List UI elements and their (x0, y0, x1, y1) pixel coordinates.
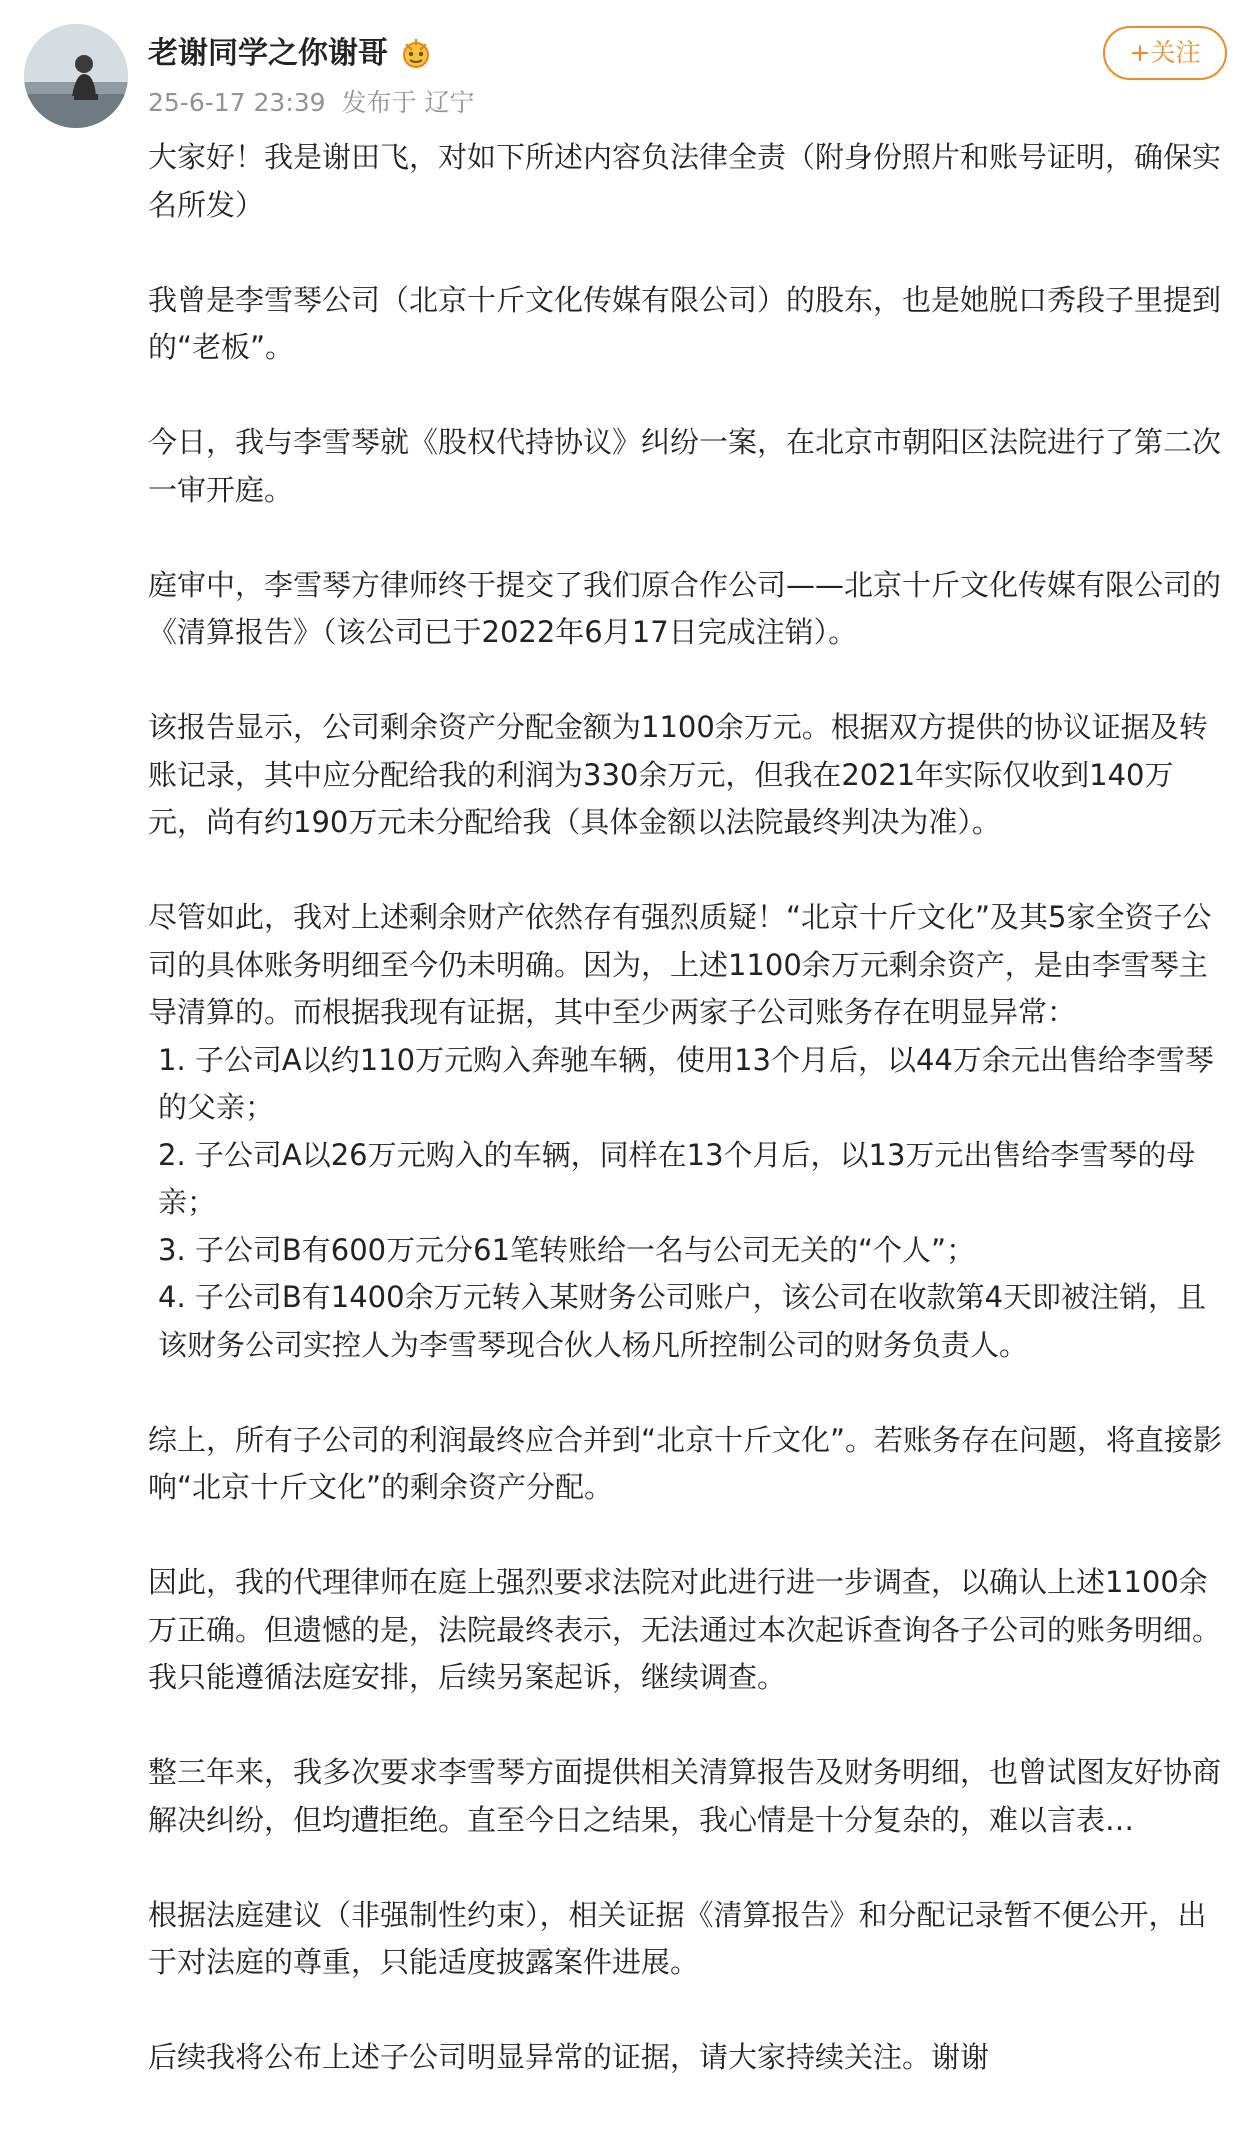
paragraph: 大家好！我是谢田飞，对如下所述内容负法律全责（附身份照片和账号证明，确保实名所发） (148, 140, 1222, 222)
paragraph: 尽管如此，我对上述剩余财产依然存有强烈质疑！“北京十斤文化”及其5家全资子公司的具体账务明细至今仍未明确。因为，上述1100余万元剩余资产，是由李雪琴主导清算的。而根据我现有证据，其中至少两家子公司账务存在明显异常： (148, 900, 1212, 1029)
paragraph: 我曾是李雪琴公司（北京十斤文化传媒有限公司）的股东，也是她脱口秀段子里提到的“老板”。 (148, 282, 1222, 364)
paragraph: 后续我将公布上述子公司明显异常的证据，请大家持续关注。谢谢 (148, 2040, 990, 2074)
paragraph: 因此，我的代理律师在庭上强烈要求法院对此进行进一步调查，以确认上述1100余万正确。但遗憾的是，法院最终表示，无法通过本次起诉查询各子公司的账务明细。我只能遵循法庭安排，后续另案起诉，继续调查。 (148, 1565, 1222, 1694)
list-item: 1. 子公司A以约110万元购入奔驰车辆，使用13个月后，以44万余元出售给李雪琴的父亲； (158, 1042, 1214, 1124)
follow-button[interactable]: +关注 (1103, 26, 1227, 80)
paragraph: 根据法庭建议（非强制性约束），相关证据《清算报告》和分配记录暂不便公开，出于对法庭的尊重，只能适度披露案件进展。 (148, 1897, 1207, 1979)
anomaly-list (148, 1037, 1226, 1370)
anomaly-section (148, 894, 1226, 1369)
author-name[interactable]: 老谢同学之你谢哥 (148, 36, 388, 71)
avatar[interactable] (24, 24, 128, 128)
paragraph: 庭审中，李雪琴方律师终于提交了我们原合作公司——北京十斤文化传媒有限公司的《清算报告》（该公司已于2022年6月17日完成注销）。 (148, 567, 1222, 649)
paragraph: 该报告显示，公司剩余资产分配金额为1100余万元。根据双方提供的协议证据及转账记录，其中应分配给我的利润为330余万元，但我在2021年实际仅收到140万元，尚有约190万元未分配给我（具体金额以法院最终判决为准）。 (148, 710, 1208, 839)
author-row (148, 28, 1048, 80)
paragraph: 综上，所有子公司的利润最终应合并到“北京十斤文化”。若账务存在问题，将直接影响“北京十斤文化”的剩余资产分配。 (148, 1422, 1223, 1504)
post-timestamp: 25-6-17 23:39 (148, 88, 326, 117)
vip-badge-icon (398, 36, 434, 72)
list-item: 2. 子公司A以26万元购入的车辆，同样在13个月后，以13万元出售给李雪琴的母亲； (158, 1137, 1196, 1219)
paragraph: 整三年来，我多次要求李雪琴方面提供相关清算报告及财务明细，也曾试图友好协商解决纠纷，但均遭拒绝。直至今日之结果，我心情是十分复杂的，难以言表… (148, 1755, 1222, 1837)
avatar-photo-icon (24, 24, 128, 128)
post-header (148, 28, 1048, 120)
post-location: 发布于 辽宁 (341, 88, 475, 117)
post-meta (148, 86, 1048, 120)
post-content (148, 134, 1226, 2129)
paragraph: 今日，我与李雪琴就《股权代持协议》纠纷一案，在北京市朝阳区法院进行了第二次一审开庭。 (148, 425, 1222, 507)
list-item: 4. 子公司B有1400余万元转入某财务公司账户，该公司在收款第4天即被注销，且该财务公司实控人为李雪琴现合伙人杨凡所控制公司的财务负责人。 (158, 1280, 1207, 1362)
list-item: 3. 子公司B有600万元分61笔转账给一名与公司无关的“个人”； (158, 1232, 976, 1267)
